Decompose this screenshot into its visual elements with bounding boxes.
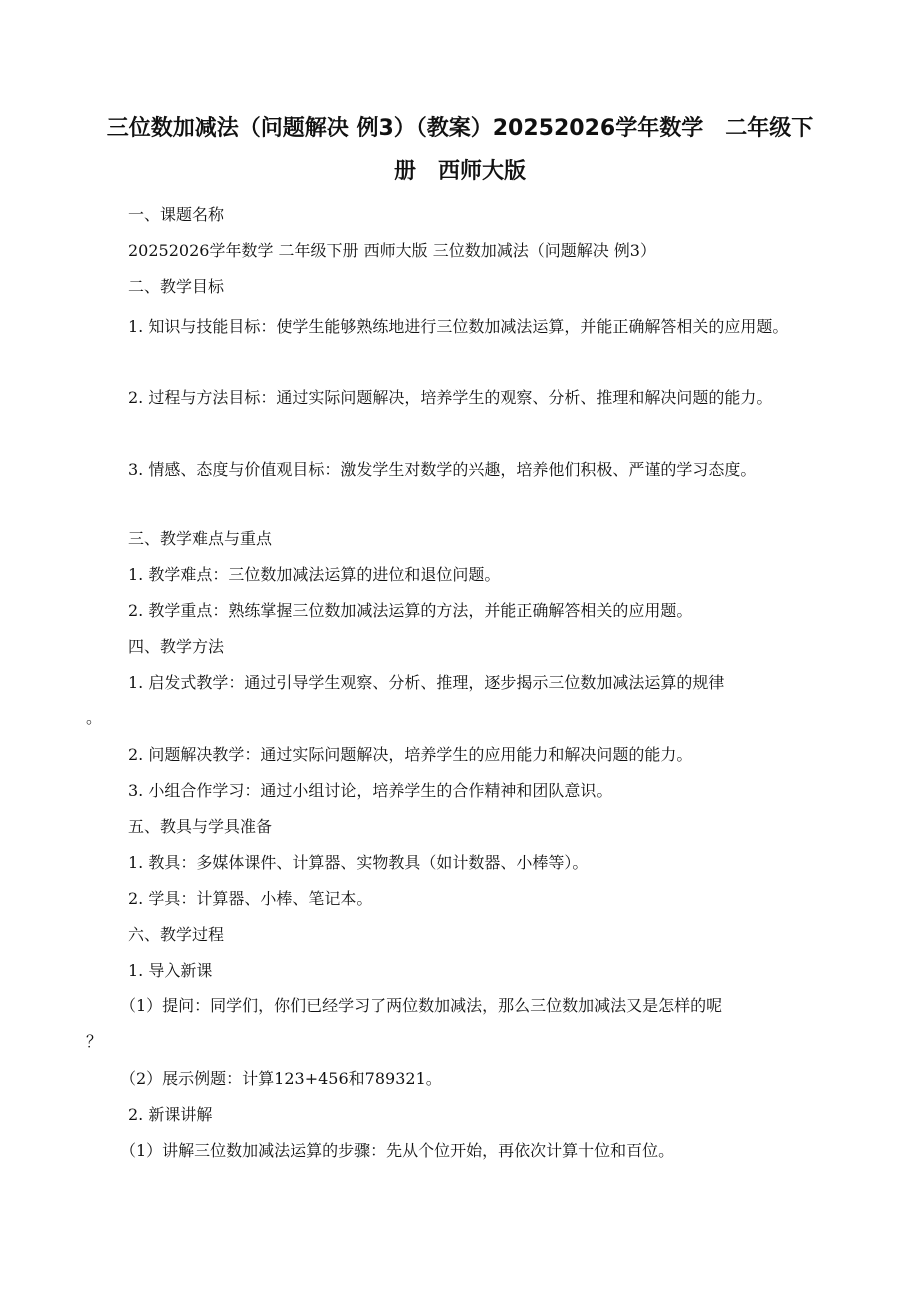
process-step: 2. 新课讲解 <box>128 1105 213 1124</box>
section-heading-difficulties: 三、教学难点与重点 <box>128 529 273 548</box>
section-heading-objectives: 二、教学目标 <box>128 277 225 296</box>
difficulty-item: 1. 教学难点：三位数加减法运算的进位和退位问题。 <box>128 565 501 584</box>
difficulty-item: 2. 教学重点：熟练掌握三位数加减法运算的方法，并能正确解答相关的应用题。 <box>128 601 693 620</box>
objective-item: 2. 过程与方法目标：通过实际问题解决，培养学生的观察、分析、推理和解决问题的能力。 <box>128 388 773 407</box>
section-heading-topic: 一、课题名称 <box>128 205 225 224</box>
material-item: 1. 教具：多媒体课件、计算器、实物教具（如计数器、小棒等）。 <box>128 853 589 872</box>
topic-text: 20252026学年数学 二年级下册 西师大版 三位数加减法（问题解决 例3） <box>128 241 656 260</box>
objective-item: 3. 情感、态度与价值观目标：激发学生对数学的兴趣，培养他们积极、严谨的学习态度。 <box>128 460 757 479</box>
document-title-line-1: 三位数加减法（问题解决 例3）（教案）20252026学年数学 二年级下 <box>106 116 814 141</box>
section-heading-process: 六、教学过程 <box>128 925 225 944</box>
material-item: 2. 学具：计算器、小棒、笔记本。 <box>128 889 373 908</box>
process-question: （1）提问：同学们，你们已经学习了两位数加减法，那么三位数加减法又是怎样的呢 <box>120 996 723 1015</box>
document-title-line-2: 册 西师大版 <box>393 159 526 184</box>
process-question: （1）讲解三位数加减法运算的步骤：先从个位开始，再依次计算十位和百位。 <box>120 1141 675 1160</box>
section-heading-materials: 五、教具与学具准备 <box>128 817 273 836</box>
section-heading-methods: 四、教学方法 <box>128 637 225 656</box>
process-question: （2）展示例题：计算123+456和789321。 <box>120 1069 442 1088</box>
process-step: 1. 导入新课 <box>128 961 213 980</box>
method-item: 1. 启发式教学：通过引导学生观察、分析、推理，逐步揭示三位数加减法运算的规律 <box>128 673 725 692</box>
objective-item: 1. 知识与技能目标：使学生能够熟练地进行三位数加减法运算，并能正确解答相关的应用题。 <box>128 317 789 336</box>
method-item-continuation: 。 <box>86 708 103 727</box>
method-item: 2. 问题解决教学：通过实际问题解决，培养学生的应用能力和解决问题的能力。 <box>128 745 693 764</box>
process-question-continuation: ？ <box>86 1032 103 1051</box>
method-item: 3. 小组合作学习：通过小组讨论，培养学生的合作精神和团队意识。 <box>128 781 613 800</box>
